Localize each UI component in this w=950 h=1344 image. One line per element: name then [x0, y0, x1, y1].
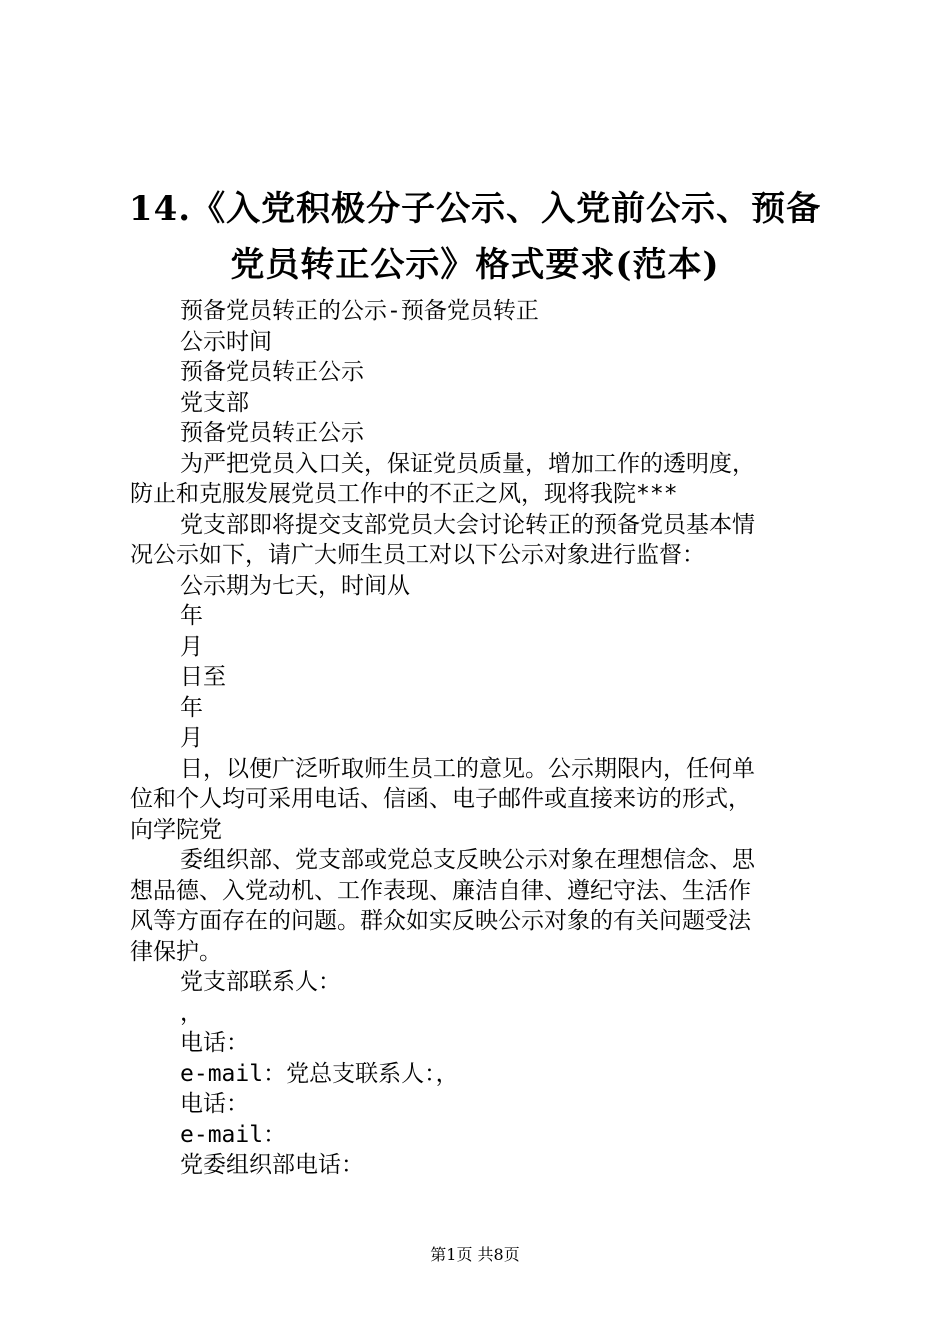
- body-line: 风等方面存在的问题。群众如实反映公示对象的有关问题受法: [130, 908, 751, 934]
- page-footer: 第1页 共8页: [430, 1245, 520, 1264]
- body-line: 电话：: [180, 1030, 249, 1056]
- body-line: 预备党员转正公示: [180, 420, 364, 446]
- body-line: 日，以便广泛听取师生员工的意见。公示期限内，任何单: [180, 755, 755, 782]
- body-line: 委组织部、党支部或党总支反映公示对象在理想信念、思: [180, 847, 755, 873]
- body-line: e-mail：: [180, 1121, 287, 1148]
- document-title-line-2: 党员转正公示》格式要求(范本): [230, 245, 720, 285]
- body-line: 预备党员转正的公示-预备党员转正: [180, 298, 539, 324]
- document-body: [130, 296, 830, 1181]
- body-line: 党支部: [180, 389, 249, 416]
- body-line: e-mail：党总支联系人：，: [180, 1060, 459, 1087]
- body-line: 电话：: [180, 1091, 249, 1117]
- body-line: 年: [180, 603, 203, 629]
- body-line: 为严把党员入口关，保证党员质量，增加工作的透明度，: [180, 450, 755, 477]
- body-line: 月: [180, 725, 203, 751]
- document-title-line-1: 14.《入党积极分子公示、入党前公示、预备: [128, 189, 822, 229]
- body-line: 党委组织部电话：: [180, 1152, 364, 1178]
- body-line: 公示期为七天，时间从: [180, 572, 410, 599]
- body-line: 况公示如下，请广大师生员工对以下公示对象进行监督：: [130, 542, 705, 568]
- body-line: 党支部即将提交支部党员大会讨论转正的预备党员基本情: [180, 511, 755, 538]
- body-line: 党支部联系人：: [180, 969, 341, 995]
- body-line: ，: [180, 999, 203, 1026]
- body-line: 预备党员转正公示: [180, 359, 364, 385]
- body-line: 公示时间: [180, 328, 272, 355]
- body-line: 年: [180, 694, 203, 721]
- body-line: 想品德、入党动机、工作表现、廉洁自律、遵纪守法、生活作: [130, 877, 751, 904]
- body-line: 月: [180, 633, 203, 660]
- body-line: 向学院党: [130, 816, 222, 843]
- body-line: 位和个人均可采用电话、信函、电子邮件或直接来访的形式，: [130, 786, 751, 812]
- body-line: 防止和克服发展党员工作中的不正之风，现将我院***: [130, 481, 678, 507]
- body-line: 日至: [180, 664, 226, 690]
- body-line: 律保护。: [130, 938, 222, 965]
